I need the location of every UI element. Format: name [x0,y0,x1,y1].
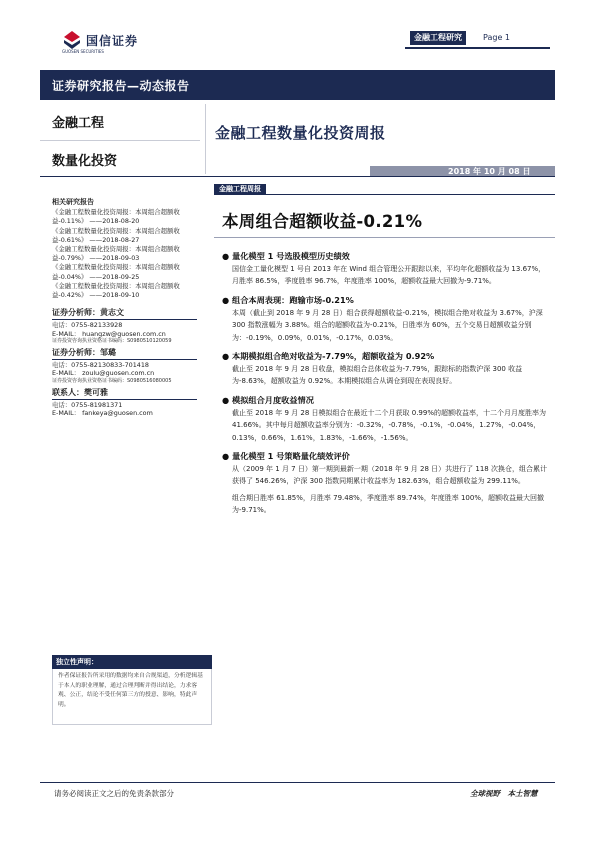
contact-email[interactable]: E-MAIL： fankeya@guosen.com [52,409,153,418]
header-bottom-rule [40,176,555,177]
logo-subtext: GUOSEN SECURITIES [62,49,104,54]
summary-section [222,350,552,388]
related-report[interactable]: 《金融工程数量化投资周报：本周组合超额收益-0.11%》 ——2018-08-20 [52,208,180,226]
vertical-divider [205,104,206,174]
section-heading: ● 组合本周表现：跑输市场-0.21% [222,294,354,305]
summary-section [222,250,552,288]
section-paragraph: 从（2009 年 1 月 7 日）第一期到最新一期（2018 年 9 月 28 日）共进行了 118 次换仓，组合累计获得了 546.26%，沪深 300 指数同期累计收益率为 182.63%，组合超额收益为 299.11%。 [232,465,547,486]
analyst-rule [52,399,197,400]
analyst-rule [52,359,197,360]
analyst-cert: 证券投资咨询执业资格证书编码：S0980510120059 [52,338,172,345]
related-research-heading: 相关研究报告 [52,198,94,206]
analyst-block-1 [52,307,202,345]
contact-name: 联系人：樊可雅 [52,387,108,397]
analyst-block-2 [52,347,202,385]
contact-block [52,387,202,418]
summary-body [222,250,552,523]
guosen-logo-icon [62,30,82,50]
report-tag: 金融工程周报 [214,184,266,195]
category-box-2 [40,142,200,176]
analyst-name: 证券分析师：黄志文 [52,308,124,318]
page-number: Page 1 [483,33,510,42]
bullet-icon: ● [222,294,230,305]
summary-section [222,394,552,444]
related-report[interactable]: 《金融工程数量化投资周报：本周组合超额收益-0.42%》 ——2018-09-10 [52,281,180,300]
section-paragraph: 国信金工量化模型 1 号自 2013 年在 Wind 组合管理公开跟踪以来，平均年化超额收益为 13.67%，月胜率 86.5%，季度胜率 96.7%，年度胜率 100%，超额收益最大回撤为-9.71%。 [232,265,546,286]
contact-phone: 电话：0755-81981371 [52,400,123,409]
report-type-text: 证券研究报告—动态报告 [52,79,190,93]
analyst-phone: 电话：0755-82133928 [52,321,123,330]
header-badge: 金融工程研究 [410,31,466,45]
main-headline: 本周组合超额收益-0.21% [222,212,423,231]
left-sidebar [52,198,202,418]
section-paragraph: 截止至 2018 年 9 月 28 日模拟组合在最近十二个月获取 0.99%的超额收益率，十二个月月度胜率为 41.66%。其中每月超额收益率分别为：-0.32%，-0.78%，-0.1%，-0.04%，1.27%，-0.04%，0.13%，0.66%，1.61%，1.83%，-1.66%，-1.56%。 [232,408,546,442]
header-rule [405,47,550,49]
report-date: 2018 年 10 月 08 日 [448,167,531,176]
section-paragraph: 截止至 2018 年 9 月 28 日收盘，模拟组合总体收益为-7.79%，跟踪标的指数沪深 300 收益为-8.63%，超额收益为 0.92%。本期模拟组合从调仓到现在表现良好。 [232,365,523,386]
logo-text: 国信证券 [86,34,139,48]
analyst-name: 证券分析师：邹璐 [52,348,116,358]
related-report[interactable]: 《金融工程数量化投资周报：本周组合超额收益-0.61%》 ——2018-08-27 [52,226,180,244]
bullet-icon: ● [222,351,230,362]
analyst-email[interactable]: E-MAIL： huangzw@guosen.com.cn [52,329,166,338]
analyst-phone: 电话：0755-82130833-701418 [52,361,149,370]
section-heading: ● 量化模型 1 号策略量化绩效评价 [222,451,350,462]
summary-section [222,450,552,517]
section-paragraph: 组合期日胜率 61.85%，月胜率 79.48%，季度胜率 89.74%，年度胜率 100%，超额收益最大回撤为-9.71%。 [232,493,544,515]
category-quant-investing: 数量化投资 [52,154,118,169]
bullet-icon: ● [222,451,230,462]
company-logo [62,30,172,52]
bullet-icon: ● [222,394,230,405]
tag-rule [214,194,555,195]
disclaimer-note[interactable]: 请务必阅读正文之后的免责条款部分 [54,789,174,798]
analyst-cert: 证券投资咨询执业资格证书编码：S0980516080005 [52,377,172,384]
section-heading: ● 量化模型 1 号选股模型历史绩效 [222,251,350,261]
category-divider [40,140,200,141]
summary-section [222,294,552,344]
independence-heading: 独立性声明： [56,658,98,666]
related-report[interactable]: 《金融工程数量化投资周报：本周组合超额收益-0.04%》 ——2018-09-25 [52,263,180,281]
analyst-email[interactable]: E-MAIL： zoulu@guosen.com.cn [52,369,155,378]
category-financial-engineering: 金融工程 [52,116,105,131]
footer-slogan: 全球视野 本土智慧 [470,789,538,798]
section-heading: ● 本期模拟组合绝对收益为-7.79%，超额收益为 0.92% [222,351,435,362]
section-paragraph: 本周（截止到 2018 年 9 月 28 日）组合获得超额收益-0.21%，模拟组合绝对收益为 3.67%，沪深 300 指数涨幅为 3.88%。组合的超额收益为-0.21%，日胜率为 60%，五个交易日超额收益分别为：-0.19%，0.09%，0.01%，-0.17%，0.03%。 [232,308,543,342]
headline-rule [214,237,555,238]
related-report[interactable]: 《金融工程数量化投资周报：本周组合超额收益-0.79%》 ——2018-09-03 [52,245,180,263]
bullet-icon: ● [222,251,230,261]
section-heading: ● 模拟组合月度收益情况 [222,394,314,405]
independence-text: 作者保证报告所采用的数据均来自合规渠道，分析逻辑基于本人的职业理解，通过合理判断并得出结论，力求客观、公正，结论不受任何第三方的授意、影响，特此声明。 [58,673,203,708]
category-box-1 [40,104,200,138]
footer-rule [40,782,555,783]
report-title: 金融工程数量化投资周报 [215,124,386,142]
